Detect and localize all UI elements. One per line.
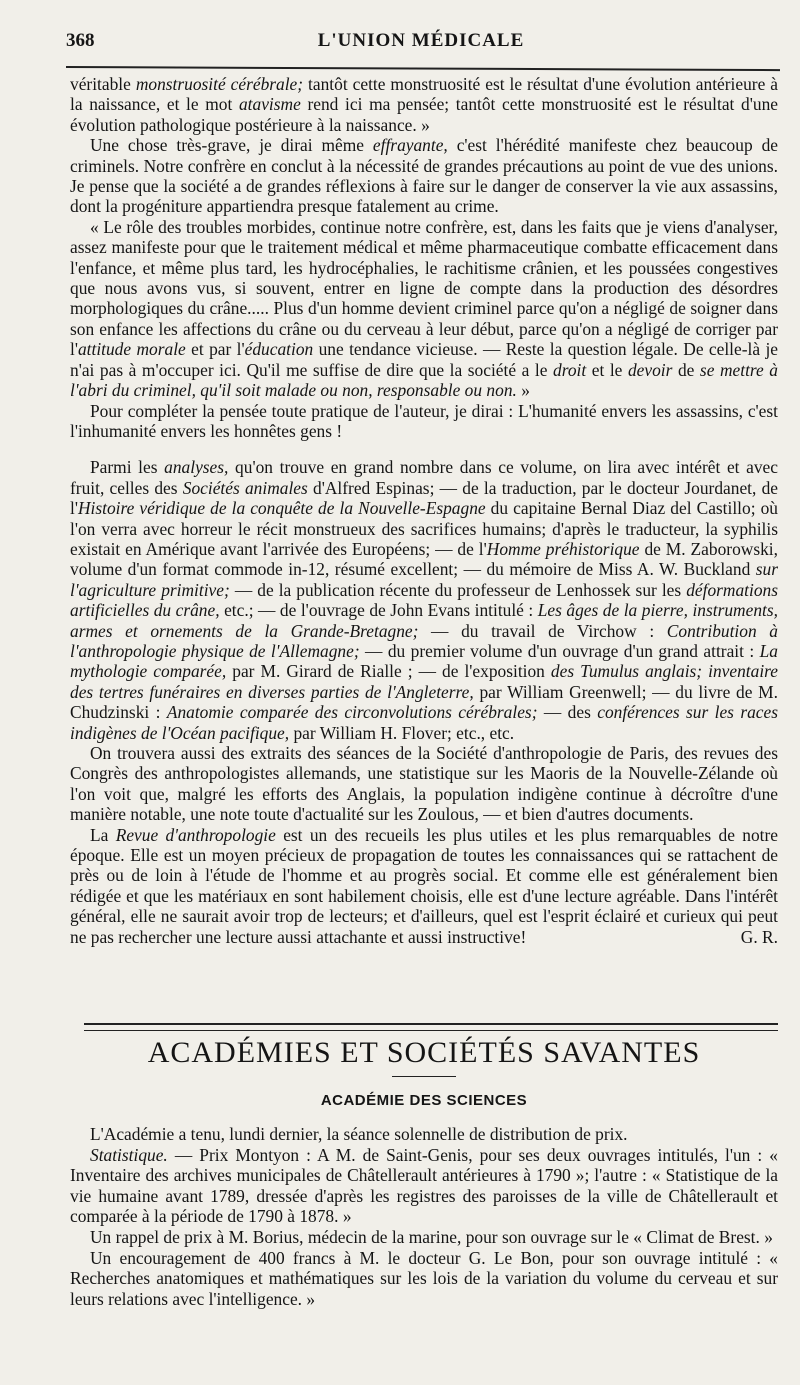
section-heading-text: ACADÉMIES ET SOCIÉTÉS SAVANTES <box>147 1036 701 1069</box>
text-run: « Le rôle des troubles morbides, continue notre confrère, est, dans les faits que je viens d'analyser, assez manifeste pour que le traitement médical et même pharmaceutique combatte efficacement dans l'enfance, et même plus tard, les hydrocéphalies, le rachitisme crânien, et les poussées congestives que nous avons vus, si souvent, entrer en ligne de compte dans la production des désordres morphologiques du crâne..... Plus d'un homme devient criminel parce qu'on a négligé de soigner dans son enfance les affections du crâne ou du cerveau à leur début, parce qu'on a négligé de corriger par l' <box>70 216 778 360</box>
journal-title: L'UNION MÉDICALE <box>317 30 525 51</box>
italic-run: éducation <box>244 339 314 360</box>
italic-run: Anatomie comparée des circonvolutions cérébrales; <box>166 702 538 723</box>
text-run: rend ici ma pensée; tantôt cette monstruosité est le résultat d'une évolution pathologique postérieure à la naissance. » <box>70 94 778 135</box>
text-run: et le <box>586 359 628 380</box>
text-run: Parmi les <box>90 457 165 478</box>
italic-run: Contribution à l'anthropologie physique de l'Allemagne; <box>70 620 778 661</box>
review-paragraph-3 <box>70 217 778 401</box>
review-paragraph-7 <box>70 825 778 947</box>
italic-run: conférences sur les races indigènes de l'Océan pacifique, <box>70 702 778 743</box>
review-paragraph-1 <box>70 74 778 135</box>
text-run: une tendance vicieuse. — Reste la question légale. De celle-là je n'ai pas à m'occuper ici. Qu'il me suffise de dire que la société a le <box>70 339 779 380</box>
running-head <box>66 28 776 58</box>
text-run: — de la publication récente du professeur de Lenhossek sur les <box>229 579 687 600</box>
review-paragraph-6: On trouvera aussi des extraits des séances de la Société d'anthropologie de Paris, des revues des Congrès des anthropologistes allemands, une statistique sur les Maoris de la Nouvelle-Zélande où l'on voit que, malgré les efforts des Anglais, la population indigène continue à décroître d'une manière notable, une note toute d'actualité sur les Zoulous, — et bien d'autres documents. <box>70 743 778 825</box>
italic-run: Statistique. <box>90 1144 168 1165</box>
section-heading <box>70 1036 778 1077</box>
text-run: La <box>90 824 116 845</box>
text-run: et par l' <box>185 339 245 360</box>
italic-run: attitude morale <box>77 339 186 360</box>
text-run: véritable <box>70 74 136 94</box>
text-run: par William H. Flover; etc., etc. <box>289 722 515 743</box>
text-run: — Prix Montyon : A M. de Saint-Genis, pour ses deux ouvrages intitulés, l'un : « Inventaire des archives municipales de Châtellerault antérieures à 1790 »; l'autre : « Statistique de la vie humaine avant 1789, dressée d'après les registres des paroisses de la ville de Châtellerault et comparée à la période de 1790 à 1878. » <box>70 1144 778 1227</box>
text-run: — du premier volume d'un ouvrage d'un grand attrait : <box>359 640 760 661</box>
text-run: de <box>672 359 700 380</box>
text-run: par William Greenwell; — du livre de M. Chudzinski : <box>70 681 778 723</box>
italic-run: analyses, <box>164 457 229 478</box>
italic-run: des Tumulus anglais; inventaire des tertres funéraires en diverses parties de l'Angleterre, <box>70 661 778 702</box>
text-run: du capitaine Bernal Diaz del Castillo; où l'on verra avec horreur le récit monstrueux des sacrifices humains; d'après le traducteur, la syphilis existait en Amérique avant l'arrivée des Européens; — de l' <box>70 498 778 559</box>
review-paragraph-4: Pour compléter la pensée toute pratique de l'auteur, je dirai : L'humanité envers les assassins, c'est l'inhumanité envers les honnêtes gens ! <box>70 400 778 441</box>
text-run: de M. Zaborowski, volume d'un format commode in-12, résumé excellent; — du mémoire de Miss A. W. Buckland <box>70 538 778 580</box>
text-run: — du travail de Virchow : <box>418 620 667 641</box>
academies-paragraph-4: Un encouragement de 400 francs à M. le docteur G. Le Bon, pour son ouvrage intitulé : « Recherches anatomiques et mathématiques sur les lois de la variation du volume du cerveau et sur leurs relations avec l'intelligence. » <box>70 1247 778 1309</box>
text-run: Une chose très-grave, je dirai même <box>90 135 373 156</box>
text-run: par M. Girard de Rialle ; — de l'exposition <box>226 661 551 682</box>
italic-run: Sociétés animales <box>182 477 308 498</box>
academies-paragraph-3: Un rappel de prix à M. Borius, médecin de la marine, pour son ouvrage sur le « Climat de Brest. » <box>90 1226 773 1247</box>
italic-run: Homme préhistorique <box>486 538 640 559</box>
italic-run: sur l'agriculture primitive; <box>70 559 778 600</box>
academies-paragraph-2 <box>70 1145 778 1227</box>
italic-run: effrayante, <box>372 135 448 156</box>
heading-underline <box>392 1076 456 1077</box>
paragraph-gap <box>70 441 778 457</box>
italic-run: Revue d'anthropologie <box>115 824 276 845</box>
text-run: qu'on trouve en grand nombre dans ce volume, on lira avec intérêt et avec fruit, celles des <box>70 457 778 498</box>
academies-paragraph-1: L'Académie a tenu, lundi dernier, la séance solennelle de distribution de prix. <box>90 1124 628 1144</box>
italic-run: monstruosité cérébrale; <box>135 74 304 94</box>
italic-run: La mythologie comparée, <box>70 640 779 682</box>
author-signature: G. R. <box>740 926 778 947</box>
text-run: c'est l'hérédité manifeste chez beaucoup de criminels. Notre confrère en conclut à la nécessité de grandes précautions au point de vue des unions. Je pense que la société a de grandes réflexions à faire sur le danger de conserver la vie aux assassins, dont la progéniture appartiendra presque fatalement au crime. <box>70 135 778 217</box>
text-run: d'Alfred Espinas; — de la traduction, par le docteur Jourdanet, de l' <box>70 477 778 519</box>
review-paragraph-2 <box>70 135 778 217</box>
subsection-heading: ACADÉMIE DES SCIENCES <box>320 1092 528 1109</box>
text-run: tantôt cette monstruosité est le résultat d'une évolution antérieure à la naissance, et le mot <box>70 74 778 115</box>
review-body <box>70 74 778 947</box>
text-run: est un des recueils les plus utiles et les plus remarquables de notre époque. Elle est un moyen précieux de propagation de toutes les connaissances qui se rattachent de près ou de loin à l'étude de l'homme et au progrès social. Et comme elle est généralement bien rédigée et que les matériaux en sont habilement choisis, elle est d'une lecture agréable. Dans l'intérêt général, elle ne saurait avoir trop de lecteurs; et d'ailleurs, quel est l'esprit éclairé et curieux qui peut ne pas rechercher une lecture aussi attachante et aussi instructive! <box>70 824 778 947</box>
header-rule <box>66 66 780 71</box>
page-number: 368 <box>66 30 95 51</box>
italic-run: se mettre à l'abri du criminel, qu'il soit malade ou non, responsable ou non. <box>70 359 778 401</box>
text-run: — des <box>537 702 598 723</box>
text-run: » <box>516 380 530 401</box>
section-divider <box>84 1023 778 1031</box>
italic-run: déformations artificielles du crâne, <box>70 579 778 621</box>
review-paragraph-5 <box>70 457 778 743</box>
italic-run: devoir <box>627 359 673 380</box>
academies-body <box>70 1124 778 1309</box>
italic-run: droit <box>553 359 587 380</box>
italic-run: Les âges de la pierre, instruments, armes et ornements de la Grande-Bretagne; <box>70 600 778 641</box>
italic-run: Histoire véridique de la conquête de la Nouvelle-Espagne <box>77 498 486 519</box>
text-run: etc.; — de l'ouvrage de John Evans intitulé : <box>219 600 538 621</box>
italic-run: atavisme <box>238 94 301 115</box>
